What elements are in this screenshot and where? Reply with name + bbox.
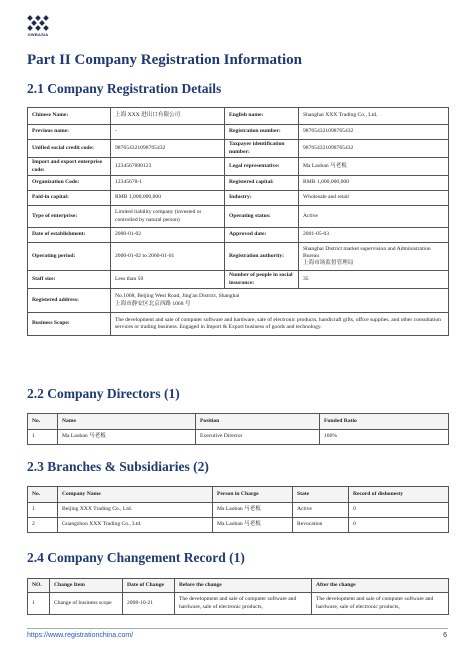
footer-link[interactable]: https://www.registrationchina.com/: [27, 632, 134, 639]
field-value: Limited liability company (invested or controlled by natural person): [111, 206, 225, 228]
column-header: Change Item: [50, 579, 123, 593]
column-header: NO.: [28, 579, 50, 593]
field-value: 35: [299, 271, 449, 289]
registration-row: [28, 125, 449, 140]
registration-row: [28, 158, 449, 176]
field-value: RMB 1,000,000,000: [299, 176, 449, 191]
table-cell: 0: [349, 503, 449, 518]
field-value: Shanghai XXX Trading Co., Ltd.: [299, 108, 449, 125]
registration-row: [28, 243, 449, 271]
directors-header-row: [28, 414, 449, 430]
column-header: Record of dishonesty: [349, 487, 449, 503]
table-cell: Guangzhou XXX Trading Co., Ltd.: [58, 518, 213, 533]
field-label: Number of people in social insurance:: [225, 271, 299, 289]
field-value: 987654321098765432: [299, 125, 449, 140]
table-row: [28, 430, 449, 445]
table-row: [28, 503, 449, 518]
section-title-registration: 2.1 Company Registration Details: [27, 81, 222, 96]
field-value: 上海 XXX 进出口有限公司: [111, 108, 225, 125]
registration-row: [28, 271, 449, 289]
registration-row: [28, 206, 449, 228]
registration-row: [28, 140, 449, 158]
changes-header-row: [28, 579, 449, 593]
field-label: Unified social credit code:: [28, 140, 111, 158]
table-cell: Ma Laoban 马老板: [58, 430, 196, 445]
section-title-directors: 2.2 Company Directors (1): [27, 386, 180, 401]
column-header: Before the change: [175, 579, 312, 593]
field-label: Legal representative:: [225, 158, 299, 176]
field-value: -: [111, 125, 225, 140]
column-header: Company Name: [58, 487, 213, 503]
table-cell: 2008-10-21: [123, 593, 175, 615]
column-header: Name: [58, 414, 196, 430]
field-value: Active: [299, 206, 449, 228]
field-label: Paid-in capital:: [28, 191, 111, 206]
business-scope-row: [28, 313, 449, 336]
logo-text: GWBASIA: [27, 32, 49, 37]
footer-divider: [27, 628, 448, 629]
page-title: Part II Company Registration Information: [27, 52, 302, 68]
column-header: No.: [28, 414, 58, 430]
registration-row: [28, 108, 449, 125]
changes-table: [27, 578, 449, 615]
field-label: Type of enterprise:: [28, 206, 111, 228]
registration-row: [28, 228, 449, 243]
table-cell: 1: [28, 430, 58, 445]
field-label: Approved date:: [225, 228, 299, 243]
table-cell: Ma Laoban 马老板: [213, 503, 293, 518]
field-label: Registration number:: [225, 125, 299, 140]
table-cell: Ma Laoban 马老板: [213, 518, 293, 533]
table-cell: The development and sale of computer software and hardware, sale of electronic products,: [312, 593, 449, 615]
field-value: Shanghai District market supervision and Administration Bureau 上海市场监督管理局: [299, 243, 449, 271]
field-label: Previous name:: [28, 125, 111, 140]
section-title-changes: 2.4 Company Changement Record (1): [27, 550, 245, 565]
table-row: [28, 593, 449, 615]
field-label: Registered capital:: [225, 176, 299, 191]
registration-table: [27, 107, 449, 336]
table-cell: Change of business scope: [50, 593, 123, 615]
table-cell: 2: [28, 518, 58, 533]
company-logo: [27, 15, 49, 37]
column-header: Person in Charge: [213, 487, 293, 503]
field-label: Operating period:: [28, 243, 111, 271]
column-header: Position: [196, 414, 320, 430]
field-value: 2000-01-02: [111, 228, 225, 243]
field-value: Wholesale and retail: [299, 191, 449, 206]
business-scope-value: The development and sale of computer software and hardware, sale of electronic products, handicraft gifts, office supplies, and other consultation services or trading business. Engaged in Import & Export business of goods and technology.: [111, 313, 449, 336]
section-title-branches: 2.3 Branches & Subsidiaries (2): [27, 459, 209, 474]
business-scope-label: Business Scope:: [28, 313, 111, 336]
field-label: Operating status:: [225, 206, 299, 228]
registered-address-label: Registered address:: [28, 289, 111, 313]
field-value: 12345678-1: [111, 176, 225, 191]
column-header: State: [293, 487, 349, 503]
table-cell: 100%: [320, 430, 449, 445]
field-label: Industry:: [225, 191, 299, 206]
column-header: Date of Change: [123, 579, 175, 593]
directors-table: [27, 413, 449, 445]
column-header: No.: [28, 487, 58, 503]
registration-row: [28, 191, 449, 206]
field-label: Import and export enterprise code:: [28, 158, 111, 176]
branches-table: [27, 486, 449, 533]
registered-address-row: [28, 289, 449, 313]
field-label: Staff size:: [28, 271, 111, 289]
table-cell: Beijing XXX Trading Co., Ltd.: [58, 503, 213, 518]
field-value: Less than 50: [111, 271, 225, 289]
field-value: 2000-01-02 to 2060-01-01: [111, 243, 225, 271]
field-value: 987654321098765432: [111, 140, 225, 158]
field-label: Date of establishment:: [28, 228, 111, 243]
table-row: [28, 518, 449, 533]
table-cell: 0: [349, 518, 449, 533]
column-header: Funded Ratio: [320, 414, 449, 430]
field-label: Registration authority:: [225, 243, 299, 271]
table-cell: The development and sale of computer software and hardware, sale of electronic products,: [175, 593, 312, 615]
company-logo-icon: [27, 15, 49, 31]
branches-header-row: [28, 487, 449, 503]
table-cell: Active: [293, 503, 349, 518]
page-number: 6: [443, 632, 447, 639]
field-value: Ma Laoban 马老板: [299, 158, 449, 176]
table-cell: Revocation: [293, 518, 349, 533]
field-value: RMB 1,000,000,000: [111, 191, 225, 206]
field-value: 2001-05-03: [299, 228, 449, 243]
field-label: Chinese Name:: [28, 108, 111, 125]
table-cell: 1: [28, 593, 50, 615]
field-label: English name:: [225, 108, 299, 125]
field-label: Taxpayer identification number:: [225, 140, 299, 158]
column-header: After the change: [312, 579, 449, 593]
table-cell: Executive Director: [196, 430, 320, 445]
registered-address-value: No.1068, Beijing West Road, Jing'an District, Shanghai 上海市静安区北京西路 1068 号: [111, 289, 449, 313]
field-label: Organization Code:: [28, 176, 111, 191]
field-value: 987654321098765432: [299, 140, 449, 158]
registration-row: [28, 176, 449, 191]
field-value: 1234567890123: [111, 158, 225, 176]
table-cell: 1: [28, 503, 58, 518]
